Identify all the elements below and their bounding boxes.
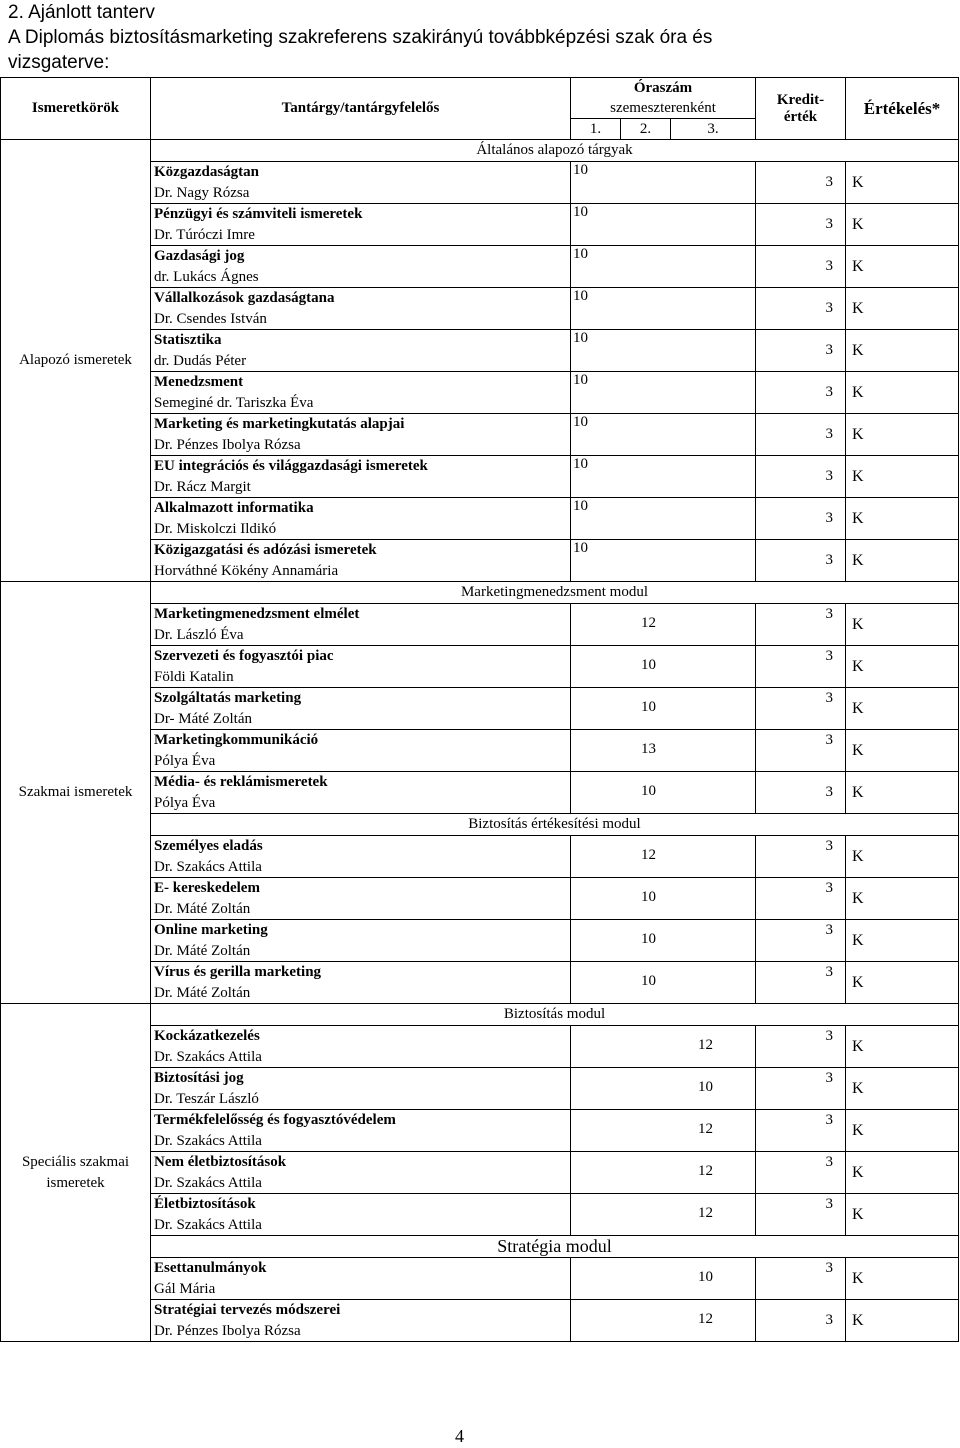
- grade-cell: K: [846, 772, 959, 814]
- subject-name: Nem életbiztosítások: [154, 1154, 287, 1170]
- subject-name: EU integrációs és világgazdasági ismeretek: [154, 458, 428, 474]
- hours-cell: [571, 246, 756, 288]
- credit-cell: 3: [756, 1194, 846, 1236]
- subject-cell: [151, 604, 571, 646]
- subject-cell: [151, 288, 571, 330]
- credit-cell: 3: [756, 498, 846, 540]
- header-sem1: 1.: [571, 119, 621, 140]
- credit-cell: 3: [756, 1110, 846, 1152]
- hours-cell: [571, 456, 756, 498]
- hours-sem1: 10: [573, 456, 588, 472]
- subject-cell: [151, 1300, 571, 1342]
- subject-cell: [151, 1110, 571, 1152]
- subject-person: Dr. Máté Zoltán: [154, 900, 251, 917]
- subject-person: Dr. Nagy Rózsa: [154, 184, 250, 201]
- grade-cell: K: [846, 288, 959, 330]
- section-subtitle-cont: vizsgaterve:: [8, 52, 110, 73]
- subject-cell: [151, 162, 571, 204]
- subject-name: Menedzsment: [154, 374, 244, 390]
- module-header: Biztosítás értékesítési modul: [151, 814, 959, 836]
- subject-cell: [151, 1068, 571, 1110]
- grade-cell: K: [846, 688, 959, 730]
- grade-cell: K: [846, 1300, 959, 1342]
- hours-sem1: 10: [573, 414, 588, 430]
- module-header: Marketingmenedzsment modul: [151, 582, 959, 604]
- hours-sem1: 10: [573, 288, 588, 304]
- grade-cell: K: [846, 1152, 959, 1194]
- curriculum-table: [0, 77, 959, 1342]
- header-hours: Óraszám szemeszterenként: [571, 78, 756, 119]
- area-szakmai: Szakmai ismeretek: [1, 582, 151, 1004]
- credit-cell: 3: [756, 646, 846, 688]
- header-sem3: 3.: [671, 119, 756, 140]
- header-sem2: 2.: [621, 119, 671, 140]
- credit-cell: 3: [756, 540, 846, 582]
- grade-cell: K: [846, 414, 959, 456]
- grade-cell: K: [846, 1068, 959, 1110]
- subject-cell: [151, 730, 571, 772]
- subject-name: Közigazgatási és adózási ismeretek: [154, 542, 377, 558]
- subject-cell: [151, 1152, 571, 1194]
- grade-cell: K: [846, 730, 959, 772]
- hours-cell: [571, 288, 756, 330]
- subject-person: Dr. Máté Zoltán: [154, 984, 251, 1001]
- grade-cell: K: [846, 204, 959, 246]
- subject-person: Gál Mária: [154, 1280, 216, 1297]
- subject-person: Pólya Éva: [154, 794, 216, 811]
- hours-sem2: 10: [641, 973, 656, 989]
- hours-sem1: 10: [573, 330, 588, 346]
- subject-person: Dr. Szakács Attila: [154, 1132, 262, 1149]
- credit-cell: 3: [756, 772, 846, 814]
- subject-person: Dr. Csendes István: [154, 310, 267, 327]
- subject-person: Dr. László Éva: [154, 626, 244, 643]
- hours-sem2: 10: [641, 783, 656, 799]
- subject-name: Média- és reklámismeretek: [154, 774, 328, 790]
- hours-sem1: 10: [573, 540, 588, 556]
- hours-sem3: 10: [698, 1269, 713, 1285]
- section-title: 2. Ajánlott tanterv: [8, 2, 155, 23]
- credit-cell: 3: [756, 1068, 846, 1110]
- hours-cell: [571, 1068, 756, 1110]
- document-heading: [8, 0, 948, 75]
- subject-person: Dr. Szakács Attila: [154, 1216, 262, 1233]
- subject-person: Dr. Rácz Margit: [154, 478, 251, 495]
- hours-sem1: 10: [573, 246, 588, 262]
- subject-name: Termékfelelősség és fogyasztóvédelem: [154, 1112, 396, 1128]
- subject-cell: [151, 204, 571, 246]
- hours-cell: [571, 372, 756, 414]
- credit-cell: 3: [756, 878, 846, 920]
- subject-cell: [151, 1194, 571, 1236]
- subject-name: Esettanulmányok: [154, 1260, 267, 1276]
- subject-person: Dr. Túróczi Imre: [154, 226, 255, 243]
- credit-cell: 3: [756, 604, 846, 646]
- subject-cell: [151, 540, 571, 582]
- subject-cell: [151, 772, 571, 814]
- section-subtitle: A Diplomás biztosításmarketing szakreferens szakirányú továbbképzési szak óra és: [8, 27, 713, 48]
- subject-cell: [151, 646, 571, 688]
- grade-cell: K: [846, 1258, 959, 1300]
- credit-cell: 3: [756, 688, 846, 730]
- grade-cell: K: [846, 1110, 959, 1152]
- hours-sem2: 10: [641, 657, 656, 673]
- subject-person: Dr. Pénzes Ibolya Rózsa: [154, 436, 301, 453]
- module-header: Biztosítás modul: [151, 1004, 959, 1026]
- grade-cell: K: [846, 962, 959, 1004]
- hours-cell: [571, 1300, 756, 1342]
- subject-name: Pénzügyi és számviteli ismeretek: [154, 206, 363, 222]
- credit-cell: 3: [756, 836, 846, 878]
- subject-name: Statisztika: [154, 332, 222, 348]
- credit-cell: 3: [756, 288, 846, 330]
- subject-cell: [151, 836, 571, 878]
- hours-cell: [571, 498, 756, 540]
- hours-cell: [571, 772, 756, 814]
- hours-sem2: 12: [641, 615, 656, 631]
- hours-cell: [571, 920, 756, 962]
- hours-sem3: 12: [698, 1205, 713, 1221]
- hours-sem2: 10: [641, 931, 656, 947]
- hours-cell: [571, 604, 756, 646]
- module-header: Általános alapozó tárgyak: [151, 140, 959, 162]
- hours-cell: [571, 1110, 756, 1152]
- grade-cell: K: [846, 646, 959, 688]
- grade-cell: K: [846, 498, 959, 540]
- credit-cell: 3: [756, 1258, 846, 1300]
- hours-sem2: 13: [641, 741, 656, 757]
- hours-sem1: 10: [573, 204, 588, 220]
- credit-cell: 3: [756, 204, 846, 246]
- header-credit: Kredit- érték: [756, 78, 846, 140]
- subject-cell: [151, 246, 571, 288]
- hours-cell: [571, 1026, 756, 1068]
- grade-cell: K: [846, 372, 959, 414]
- credit-cell: 3: [756, 162, 846, 204]
- hours-cell: [571, 878, 756, 920]
- grade-cell: K: [846, 246, 959, 288]
- subject-name: Életbiztosítások: [154, 1196, 256, 1212]
- subject-person: dr. Dudás Péter: [154, 352, 247, 369]
- area-specialis: Speciális szakmai ismeretek: [1, 1004, 151, 1342]
- subject-cell: [151, 962, 571, 1004]
- subject-person: Dr. Miskolczi Ildikó: [154, 520, 277, 537]
- hours-cell: [571, 540, 756, 582]
- header-evaluation: Értékelés*: [846, 78, 959, 140]
- subject-cell: [151, 1026, 571, 1068]
- subject-name: Szervezeti és fogyasztói piac: [154, 648, 334, 664]
- grade-cell: K: [846, 330, 959, 372]
- hours-sem2: 10: [641, 889, 656, 905]
- subject-name: Marketing és marketingkutatás alapjai: [154, 416, 405, 432]
- subject-name: Vírus és gerilla marketing: [154, 964, 322, 980]
- subject-person: Dr- Máté Zoltán: [154, 710, 252, 727]
- hours-sem2: 12: [641, 847, 656, 863]
- hours-sem3: 10: [698, 1079, 713, 1095]
- hours-cell: [571, 162, 756, 204]
- subject-name: Online marketing: [154, 922, 268, 938]
- subject-name: Közgazdaságtan: [154, 164, 259, 180]
- subject-name: E- kereskedelem: [154, 880, 260, 896]
- subject-person: Dr. Pénzes Ibolya Rózsa: [154, 1322, 301, 1339]
- hours-cell: [571, 204, 756, 246]
- subject-name: Alkalmazott informatika: [154, 500, 314, 516]
- hours-cell: [571, 962, 756, 1004]
- hours-sem3: 12: [698, 1163, 713, 1179]
- hours-sem1: 10: [573, 498, 588, 514]
- credit-cell: 3: [756, 330, 846, 372]
- subject-cell: [151, 498, 571, 540]
- credit-cell: 3: [756, 372, 846, 414]
- module-row: [1, 582, 959, 604]
- hours-cell: [571, 1258, 756, 1300]
- subject-name: Biztosítási jog: [154, 1070, 244, 1086]
- header-areas: Ismeretkörök: [1, 78, 151, 140]
- subject-person: Horváthné Kökény Annamária: [154, 562, 339, 579]
- grade-cell: K: [846, 920, 959, 962]
- credit-cell: 3: [756, 1300, 846, 1342]
- grade-cell: K: [846, 1194, 959, 1236]
- credit-cell: 3: [756, 246, 846, 288]
- subject-name: Gazdasági jog: [154, 248, 245, 264]
- grade-cell: K: [846, 1026, 959, 1068]
- subject-person: Dr. Szakács Attila: [154, 858, 262, 875]
- hours-cell: [571, 1152, 756, 1194]
- subject-name: Kockázatkezelés: [154, 1028, 260, 1044]
- module-row: [1, 1004, 959, 1026]
- credit-cell: 3: [756, 456, 846, 498]
- credit-cell: 3: [756, 962, 846, 1004]
- hours-cell: [571, 836, 756, 878]
- grade-cell: K: [846, 456, 959, 498]
- hours-sem3: 12: [698, 1311, 713, 1327]
- hours-cell: [571, 414, 756, 456]
- hours-sem3: 12: [698, 1121, 713, 1137]
- subject-name: Személyes eladás: [154, 838, 263, 854]
- subject-person: dr. Lukács Ágnes: [154, 268, 259, 285]
- hours-cell: [571, 1194, 756, 1236]
- subject-person: Dr. Szakács Attila: [154, 1174, 262, 1191]
- subject-person: Dr. Teszár László: [154, 1090, 259, 1107]
- grade-cell: K: [846, 604, 959, 646]
- hours-sem3: 12: [698, 1037, 713, 1053]
- credit-cell: 3: [756, 1152, 846, 1194]
- credit-cell: 3: [756, 1026, 846, 1068]
- hours-sem1: 10: [573, 372, 588, 388]
- header-subject: Tantárgy/tantárgyfelelős: [151, 78, 571, 140]
- subject-person: Semeginé dr. Tariszka Éva: [154, 394, 314, 411]
- credit-cell: 3: [756, 730, 846, 772]
- hours-sem2: 10: [641, 699, 656, 715]
- hours-sem1: 10: [573, 162, 588, 178]
- hours-cell: [571, 688, 756, 730]
- subject-person: Pólya Éva: [154, 752, 216, 769]
- page-number: 4: [455, 1426, 464, 1446]
- subject-cell: [151, 688, 571, 730]
- subject-cell: [151, 878, 571, 920]
- subject-name: Marketingmenedzsment elmélet: [154, 606, 360, 622]
- subject-cell: [151, 330, 571, 372]
- area-alapozo: Alapozó ismeretek: [1, 140, 151, 582]
- grade-cell: K: [846, 540, 959, 582]
- grade-cell: K: [846, 836, 959, 878]
- hours-cell: [571, 646, 756, 688]
- grade-cell: K: [846, 878, 959, 920]
- module-row: [1, 140, 959, 162]
- credit-cell: 3: [756, 414, 846, 456]
- subject-cell: [151, 414, 571, 456]
- hours-cell: [571, 730, 756, 772]
- hours-cell: [571, 330, 756, 372]
- subject-cell: [151, 456, 571, 498]
- credit-cell: 3: [756, 920, 846, 962]
- subject-name: Szolgáltatás marketing: [154, 690, 302, 706]
- subject-name: Marketingkommunikáció: [154, 732, 319, 748]
- grade-cell: K: [846, 162, 959, 204]
- subject-cell: [151, 920, 571, 962]
- subject-cell: [151, 372, 571, 414]
- subject-name: Stratégiai tervezés módszerei: [154, 1302, 341, 1318]
- subject-person: Dr. Szakács Attila: [154, 1048, 262, 1065]
- subject-person: Dr. Máté Zoltán: [154, 942, 251, 959]
- subject-cell: [151, 1258, 571, 1300]
- subject-person: Földi Katalin: [154, 668, 234, 685]
- subject-name: Vállalkozások gazdaságtana: [154, 290, 335, 306]
- module-header: Stratégia modul: [151, 1236, 959, 1258]
